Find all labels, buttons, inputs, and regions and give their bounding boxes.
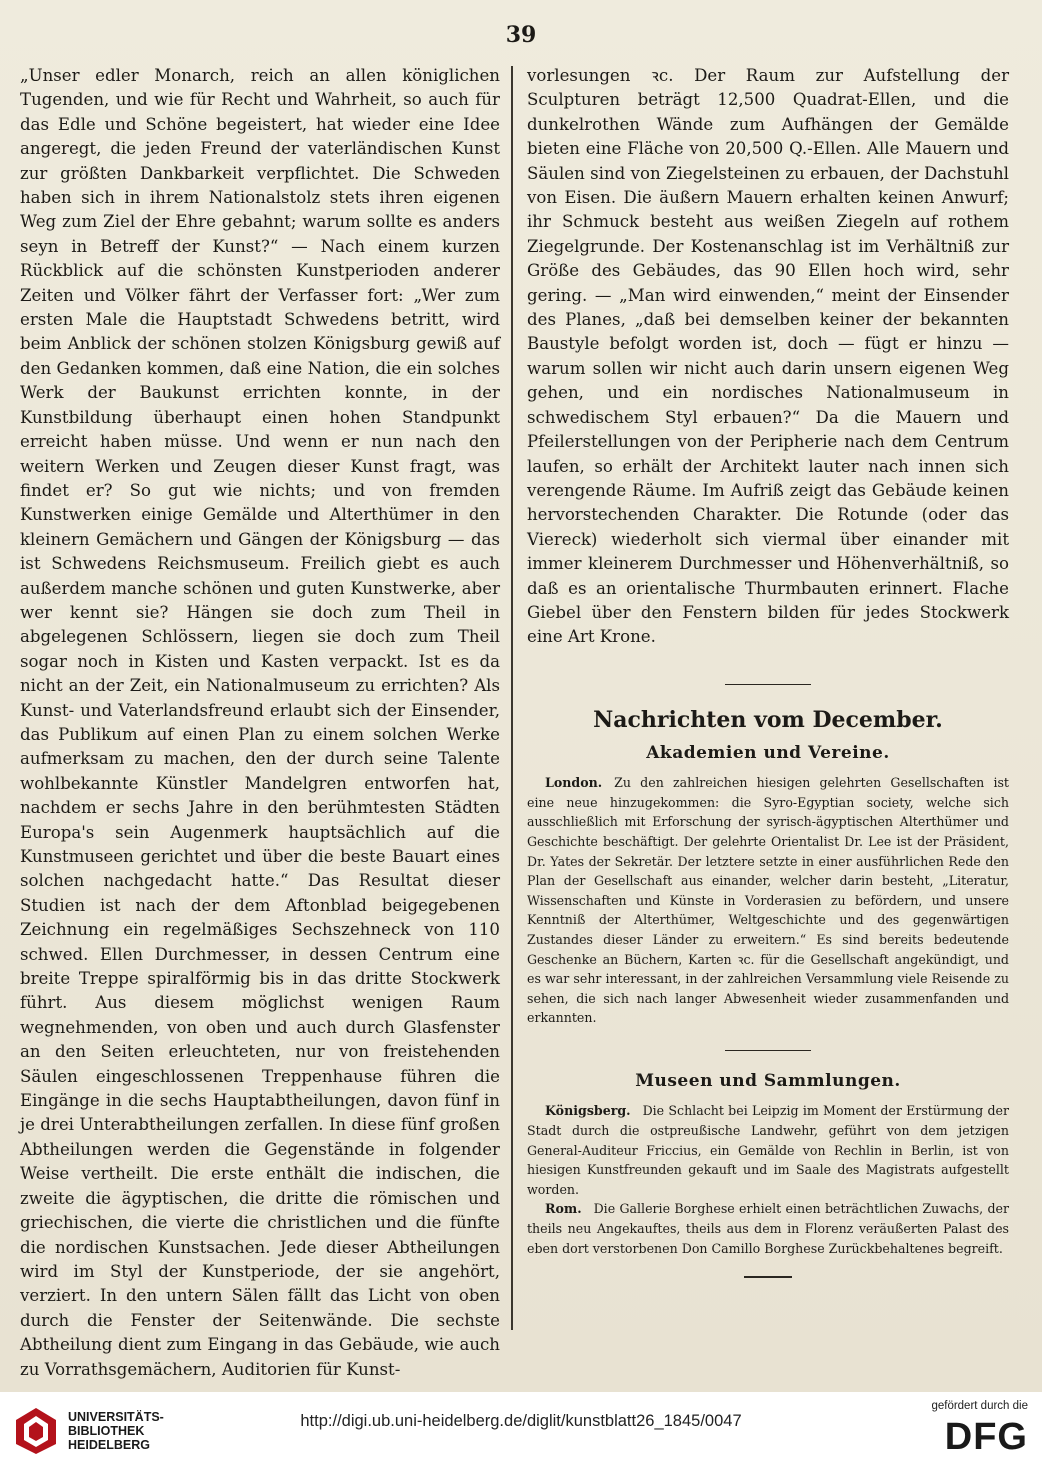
section-divider bbox=[725, 684, 811, 686]
right-column-intro-text: vorlesungen ꝛc. Der Raum zur Aufstellung der Sculpturen beträgt 12,500 Quadrat-Ellen, und die dunkelrothen Wände zum Aufhängen der Gemälde bieten eine Fläche von 20,500 Q.-Ellen. Alle Mauern und Säulen sind von Ziegelsteinen zu erbauen, der Dachstuhl von Eisen. Die äußern Mauern erhalten keinen Anwurf; ihr Schmuck besteht aus weißen Ziegeln auf rothem Ziegelgrunde. Der Kostenanschlag ist im Verhältniß zur Größe des Gebäudes, das 90 Ellen hoch wird, sehr gering. — „Man wird einwenden,“ meint der Einsender des Planes, „daß bei demselben keiner der bekannten Baustyle befolgt worden ist, doch — fügt er hinzu — warum sollen wir nicht auch darin unsern eigenen Weg gehen, und ein nordisches Nationalmuseum in schwedischem Styl erbauen?“ Da die Mauern und Pfeilerstellungen von der Peripherie nach dem Centrum laufen, so erhält der Architekt lauter nach innen sich verengende Räume. Im Aufriß zeigt das Gebäude keinen hervorstechenden Charakter. Die Rotunde (oder das Viereck) wiederholt sich viermal über einander mit immer kleinerem Durchmesser und Höhenverhältniß, so daß es an orientalische Thurmbauten erinnert. Flache Giebel über den Fenstern bilden für jedes Stockwerk eine Art Krone. bbox=[527, 66, 1009, 647]
news-item-koenigsberg bbox=[527, 1101, 1009, 1199]
left-column bbox=[20, 64, 500, 1382]
news-text-koenigsberg: Die Schlacht bei Leipzig im Moment der Erstürmung der Stadt durch die ostpreußische Landwehr, geführt von dem jetzigen General-Auditeur Friccius, ein Gemälde von Rechlin in Berlin, ist von hiesigen Kunstfreunden gekauft und im Saale des Magistrats aufgestellt worden. bbox=[527, 1103, 1009, 1197]
library-name-line2: BIBLIOTHEK bbox=[68, 1424, 145, 1438]
subsection-title-academies: Akademien und Vereine. bbox=[646, 743, 890, 764]
news-place-koenigsberg: Königsberg. bbox=[545, 1103, 631, 1119]
news-text-rom: Die Gallerie Borghese erhielt einen beträchtlichen Zuwachs, der theils neu Angekauftes, theils aus dem in Florenz veräußerten Palast des eben dort verstorbenen Don Camillo Borghese Zurückbehaltenes begreift. bbox=[527, 1201, 1009, 1256]
dfg-logo[interactable] bbox=[912, 1400, 1028, 1462]
source-url[interactable]: http://digi.ub.uni-heidelberg.de/diglit/kunstblatt26_1845/0047 bbox=[300, 1412, 742, 1430]
library-name-line1: UNIVERSITÄTS- bbox=[68, 1410, 164, 1424]
funded-by-text: gefördert durch die bbox=[931, 1400, 1028, 1412]
left-column-text: „Unser edler Monarch, reich an allen königlichen Tugenden, und wie für Recht und Wahrheit, so auch für das Edle und Schöne begeistert, hat wieder eine Idee angeregt, die jeden Freund der vaterländischen Kunst zur größten Dankbarkeit verpflichtet. Die Schweden haben sich in ihrem Nationalstolz stets ihren eigenen Weg zum Ziel der Ehre gebahnt; warum sollte es anders seyn in Betreff der Kunst?“ — Nach einem kurzen Rückblick auf die schönsten Kunstperioden anderer Zeiten und Völker fährt der Verfasser fort: „Wer zum ersten Male die Hauptstadt Schwedens betritt, wird beim Anblick der schönen stolzen Königsburg gewiß auf den Gedanken kommen, daß eine Nation, die ein solches Werk der Baukunst errichten konnte, in der Kunstbildung überhaupt einen hohen Standpunkt erreicht haben müsse. Und wenn er nun nach den weitern Werken und Zeugen dieser Kunst fragt, was findet er? So gut wie nichts; und von fremden Kunstwerken einige Gemälde und Alterthümer in den kleinern Gemächern und Gängen der Königsburg — das ist Schwedens Reichsmuseum. Freilich giebt es auch außerdem manche schönen und guten Kunstwerke, aber wer kennt sie? Hängen sie doch zum Theil in abgelegenen Schlössern, liegen sie doch zum Theil sogar noch in Kisten und Kasten verpackt. Ist es da nicht an der Zeit, ein Nationalmuseum zu errichten? Als Kunst- und Vaterlandsfreund erlaubt sich der Einsender, das Publikum auf einen Plan zu einem solchen Werke aufmerksam zu machen, den der durch seine Talente wohlbekannte Künstler Mandelgren entworfen hat, nachdem er sechs Jahre in den berühmtesten Städten Europa's sein Augenmerk hauptsächlich auf die Kunstmuseen gerichtet und über die beste Bauart eines solchen nachgedacht hatte.“ Das Resultat dieser Studien ist nach der dem Aftonblad beigegebenen Zeichnung ein regelmäßiges Sechszehneck von 110 schwed. Ellen Durchmesser, in dessen Centrum eine breite Treppe spiralförmig bis in das dritte Stockwerk führt. Aus diesem möglichst wenigen Raum wegnehmenden, von oben und auch durch Glasfenster an den Seiten erleuchteten, nur von freistehenden Säulen eingeschlossenen Treppenhause führen die Eingänge in die sechs Hauptabtheilungen, davon fünf in je drei Unterabtheilungen zerfallen. In diese fünf großen Abtheilungen werden die Gegenstände in folgender Weise vertheilt. Die erste enthält die indischen, die zweite die ägyptischen, die dritte die römischen und griechischen, die vierte die christlichen und die fünfte die nordischen Kunstsachen. Jede dieser Abtheilungen wird im Styl der Kunstperiode, der sie angehört, verziert. In den untern Sälen fällt das Licht von oben durch die Fenster der Seitenwände. Die sechste Abtheilung dient zum Eingang in das Gebäude, wie auch zu Vorrathsgemächern, Auditorien für Kunst- bbox=[20, 66, 500, 1379]
section-title: Nachrichten vom December. bbox=[593, 707, 943, 734]
subsection-title-museums: Museen und Sammlungen. bbox=[635, 1071, 901, 1092]
page-number: 39 bbox=[505, 22, 537, 48]
right-column bbox=[527, 64, 1009, 1278]
subsection-divider bbox=[725, 1050, 811, 1052]
column-divider bbox=[511, 66, 513, 1330]
footer-bar bbox=[0, 1392, 1042, 1469]
library-name-line3: HEIDELBERG bbox=[68, 1438, 150, 1452]
news-text-london: Zu den zahlreichen hiesigen gelehrten Gesellschaften ist eine neue hinzugekommen: die Syro-Egyptian society, welche sich ausschließlich mit Erforschung der syrisch-ägyptischen Alterthümer und Geschichte beschäftigt. Der gelehrte Orientalist Dr. Lee ist der Präsident, Dr. Yates der Sekretär. Der letztere setzte in einer ausführlichen Rede den Plan der Gesellschaft aus einander, welcher darin besteht, „Literatur, Wissenschaften und Künste in Vorderasien zu befördern, und unsere Kenntniß der Alterthümer, Weltgeschichte und des gegenwärtigen Zustandes dieser Länder zu erweitern.“ Es sind bereits bedeutende Geschenke an Büchern, Karten ꝛc. für die Gesellschaft angekündigt, und es war sehr interessant, in der zahlreichen Versammlung viele Reisende zu sehen, die sich nach langer Abwesenheit wieder zusammenfanden und erkannten. bbox=[527, 775, 1009, 1026]
news-place-rom: Rom. bbox=[545, 1201, 582, 1217]
end-divider bbox=[744, 1276, 792, 1278]
news-item-london bbox=[527, 773, 1009, 1028]
dfg-wordmark: DFG bbox=[944, 1416, 1028, 1458]
news-item-rom bbox=[527, 1199, 1009, 1258]
news-place-london: London. bbox=[545, 775, 603, 791]
